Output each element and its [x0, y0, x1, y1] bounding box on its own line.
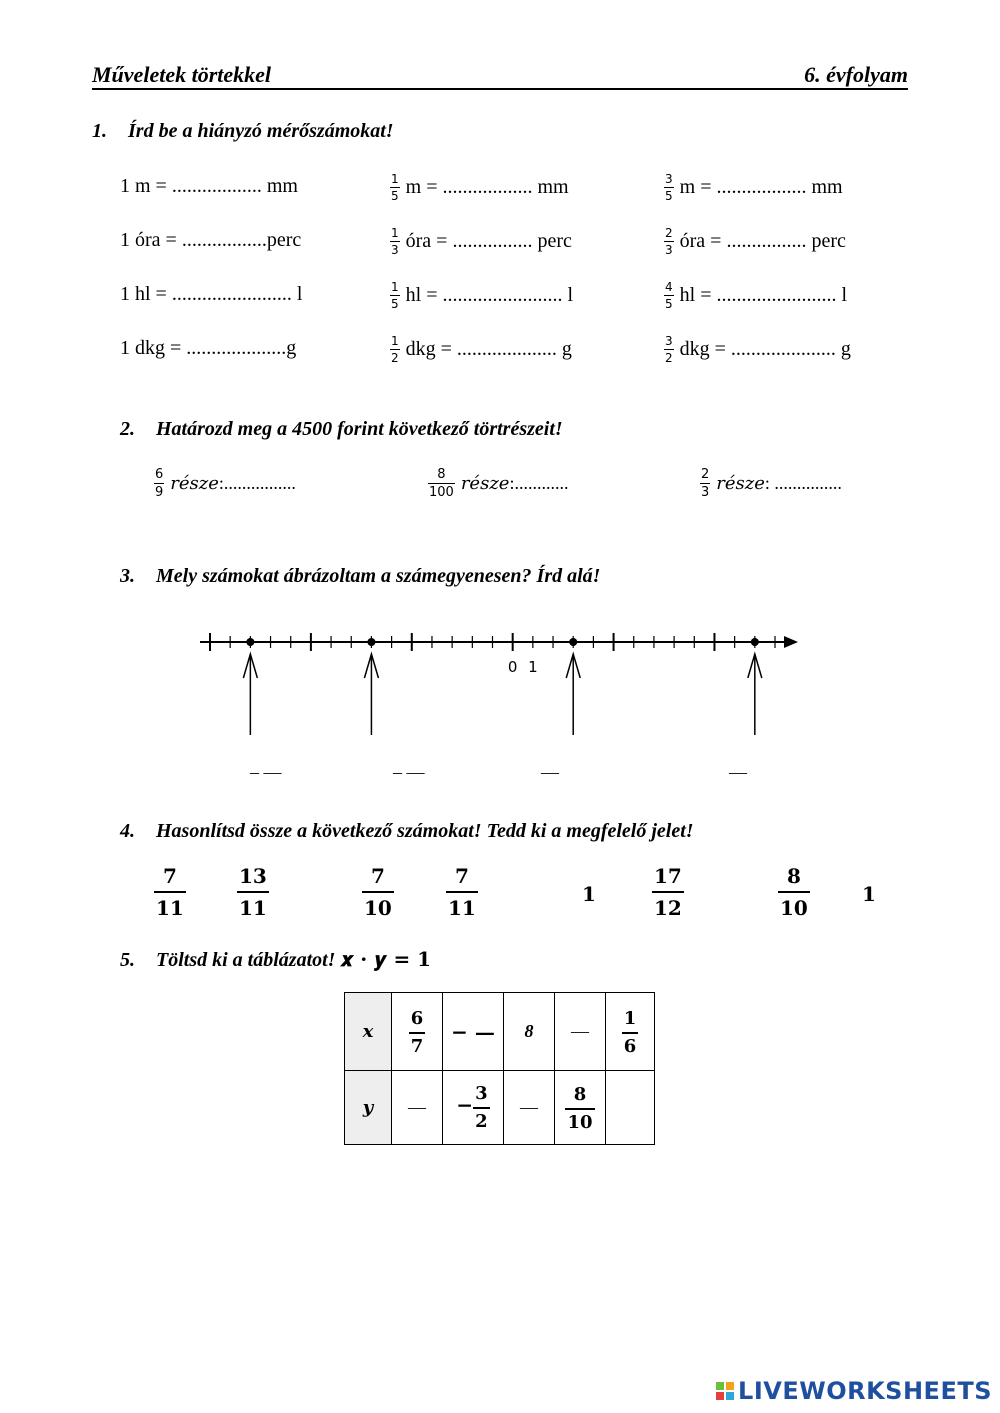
q4-fraction-7-11 [154, 866, 186, 918]
question-4-text: Hasonlítsd össze a következő számokat! Tedd ki a megfelelő jelet! [156, 820, 694, 842]
q1-row3-col2 [390, 281, 573, 310]
number-line-points [243, 638, 761, 735]
denominator: 11 [239, 896, 267, 920]
q1-row4-col1: 1 dkg = ....................g [120, 337, 297, 359]
q1-row3-col1: 1 hl = ........................ l [120, 283, 303, 305]
question-2-heading [120, 418, 563, 441]
denominator: 5 [391, 297, 399, 311]
fraction [664, 227, 674, 256]
denominator: 5 [665, 189, 673, 203]
question-1-text: Írd be a hiányzó mérőszámokat! [128, 120, 394, 142]
q4-fraction-8-10 [778, 866, 810, 918]
fraction [390, 227, 400, 256]
q4-fraction-7-10 [362, 866, 394, 918]
answer-blank-1[interactable]: – — [250, 762, 282, 782]
answer-blank-3[interactable]: — [541, 762, 559, 782]
q2-item-3 [700, 468, 842, 499]
x-cell-3[interactable] [504, 993, 555, 1071]
q1-row3-col3 [664, 281, 847, 310]
numerator: 7 [162, 864, 177, 888]
y-cell-3[interactable] [504, 1071, 555, 1145]
number-line-arrowhead [784, 636, 798, 648]
question-2-number: 2. [120, 418, 135, 440]
logo-mark-icon [716, 1382, 734, 1400]
denominator: 5 [391, 189, 399, 203]
question-4-heading [120, 820, 694, 843]
denominator: 9 [155, 485, 164, 500]
denominator: 12 [654, 896, 682, 920]
answer-blank-4[interactable]: — [729, 762, 747, 782]
denominator: 11 [156, 896, 184, 920]
question-5-heading [120, 947, 431, 972]
q1-row2-col2-text: óra = ................ perc [405, 230, 572, 252]
denominator: 11 [448, 896, 476, 920]
denominator: 10 [364, 896, 392, 920]
y-cell-3-blank: — [520, 1097, 538, 1117]
xy-table [344, 992, 655, 1145]
denominator: 10 [780, 896, 808, 920]
q4-fraction-17-12 [652, 866, 684, 918]
fraction [428, 468, 455, 499]
fraction [622, 1007, 639, 1057]
x-cell-2-blank: − — [451, 1019, 495, 1044]
number-line-point [367, 638, 375, 646]
q4-fraction-7-11-b [446, 866, 478, 918]
fraction [664, 281, 674, 310]
numerator: 3 [475, 1082, 488, 1104]
x-cell-5[interactable] [606, 993, 655, 1071]
fraction [473, 1082, 490, 1132]
denominator: 6 [623, 1035, 637, 1057]
question-3-number: 3. [120, 565, 135, 587]
q1-row1-col1: 1 m = .................. mm [120, 175, 298, 197]
number-line-one-label: 1 [528, 658, 538, 676]
numerator: 1 [391, 226, 399, 240]
numerator: 2 [701, 467, 710, 482]
q1-row2-col3-text: óra = ................ perc [679, 230, 846, 252]
numerator: 6 [155, 467, 164, 482]
y-cell-1-blank: — [408, 1097, 426, 1117]
question-1-number: 1. [92, 120, 107, 142]
q1-row2-col1: 1 óra = .................perc [120, 229, 302, 251]
fraction [700, 468, 710, 499]
numerator: 17 [654, 864, 682, 888]
question-3-text: Mely számokat ábrázoltam a számegyenesen? Írd alá! [156, 565, 601, 587]
q1-row4-col2 [390, 335, 572, 364]
q2-item-1-blank: :................ [218, 473, 296, 493]
numerator: 2 [665, 226, 673, 240]
q2-item-2-blank: :............ [509, 473, 569, 493]
fraction [154, 468, 164, 499]
q4-number-one-a: 1 [582, 882, 596, 906]
denominator: 3 [701, 485, 710, 500]
x-cell-1[interactable] [392, 993, 443, 1071]
question-2-text: Határozd meg a 4500 forint következő törtrészeit! [156, 418, 563, 440]
denominator: 7 [410, 1035, 424, 1057]
denominator: 10 [567, 1111, 593, 1133]
numerator: 6 [410, 1007, 424, 1029]
q1-row1-col3-text: m = .................. mm [679, 176, 843, 198]
number-line-point [751, 638, 759, 646]
grade-label: 6. évfolyam [804, 62, 908, 87]
numerator: 7 [370, 864, 385, 888]
q2-item-2 [428, 468, 568, 499]
question-5-text: Töltsd ki a táblázatot! [156, 949, 341, 971]
numerator: 4 [665, 280, 673, 294]
fraction [664, 173, 674, 202]
x-cell-2[interactable] [443, 993, 504, 1071]
y-cell-1[interactable] [392, 1071, 443, 1145]
answer-blank-2[interactable]: – — [393, 762, 425, 782]
question-5-formula: 𝒙 · 𝒚 = 𝟏 [340, 947, 432, 971]
worksheet-title: Műveletek törtekkel [92, 62, 272, 87]
q1-row4-col3-text: dkg = ..................... g [679, 338, 851, 360]
header-underline [92, 88, 908, 90]
row-x-label: x [345, 993, 392, 1071]
number-line-figure [190, 620, 820, 790]
numerator: 7 [454, 864, 469, 888]
q2-item-3-blank: : ............... [764, 473, 842, 493]
fraction [409, 1007, 426, 1057]
numerator: 8 [786, 864, 801, 888]
question-4-number: 4. [120, 820, 135, 842]
number-line-point [569, 638, 577, 646]
q2-item-1 [154, 468, 296, 499]
fraction [390, 173, 400, 202]
number-line-zero-label: 0 [507, 658, 518, 676]
denominator: 5 [665, 297, 673, 311]
y-cell-5[interactable] [606, 1071, 655, 1145]
question-1-heading [92, 120, 394, 143]
q2-item-3-word: része [716, 473, 765, 494]
denominator: 2 [391, 351, 399, 365]
numerator: 1 [391, 280, 399, 294]
x-cell-4-blank: — [571, 1021, 589, 1041]
denominator: 2 [475, 1110, 488, 1132]
q1-row2-col3 [664, 227, 846, 256]
fraction [390, 281, 400, 310]
denominator: 100 [429, 485, 454, 500]
q1-row2-col2 [390, 227, 572, 256]
numerator: 8 [437, 467, 446, 482]
question-5-number: 5. [120, 949, 135, 971]
fraction [664, 335, 674, 364]
numerator: 1 [391, 172, 399, 186]
x-cell-4[interactable] [555, 993, 606, 1071]
q1-row1-col2 [390, 173, 569, 202]
numerator: 3 [665, 172, 673, 186]
q1-row3-col2-text: hl = ........................ l [405, 284, 574, 306]
q4-fraction-13-11 [237, 866, 269, 918]
y-cell-2[interactable] [443, 1071, 504, 1145]
fraction [565, 1083, 594, 1133]
numerator: 1 [391, 334, 399, 348]
fraction [390, 335, 400, 364]
denominator: 3 [665, 243, 673, 257]
numerator: 3 [665, 334, 673, 348]
q1-row3-col3-text: hl = ........................ l [679, 284, 848, 306]
minus-sign: − [456, 1092, 474, 1117]
q2-item-2-word: része [460, 473, 510, 494]
q2-item-1-word: része [170, 473, 219, 494]
q1-row4-col2-text: dkg = .................... g [405, 338, 572, 360]
row-y-label: y [345, 1071, 392, 1145]
q1-row1-col3 [664, 173, 843, 202]
numerator: 1 [623, 1007, 637, 1029]
logo-text: LIVEWORKSHEETS [738, 1377, 992, 1405]
denominator: 2 [665, 351, 673, 365]
denominator: 3 [391, 243, 399, 257]
q1-row1-col2-text: m = .................. mm [405, 176, 569, 198]
y-cell-4[interactable] [555, 1071, 606, 1145]
number-line-point [246, 638, 254, 646]
numerator: 13 [239, 864, 267, 888]
q4-number-one-b: 1 [862, 882, 876, 906]
numerator: 8 [573, 1083, 587, 1105]
liveworksheets-logo[interactable] [716, 1377, 992, 1405]
q1-row4-col3 [664, 335, 851, 364]
x-cell-3-value: 8 [524, 1021, 534, 1041]
question-3-heading [120, 565, 600, 588]
